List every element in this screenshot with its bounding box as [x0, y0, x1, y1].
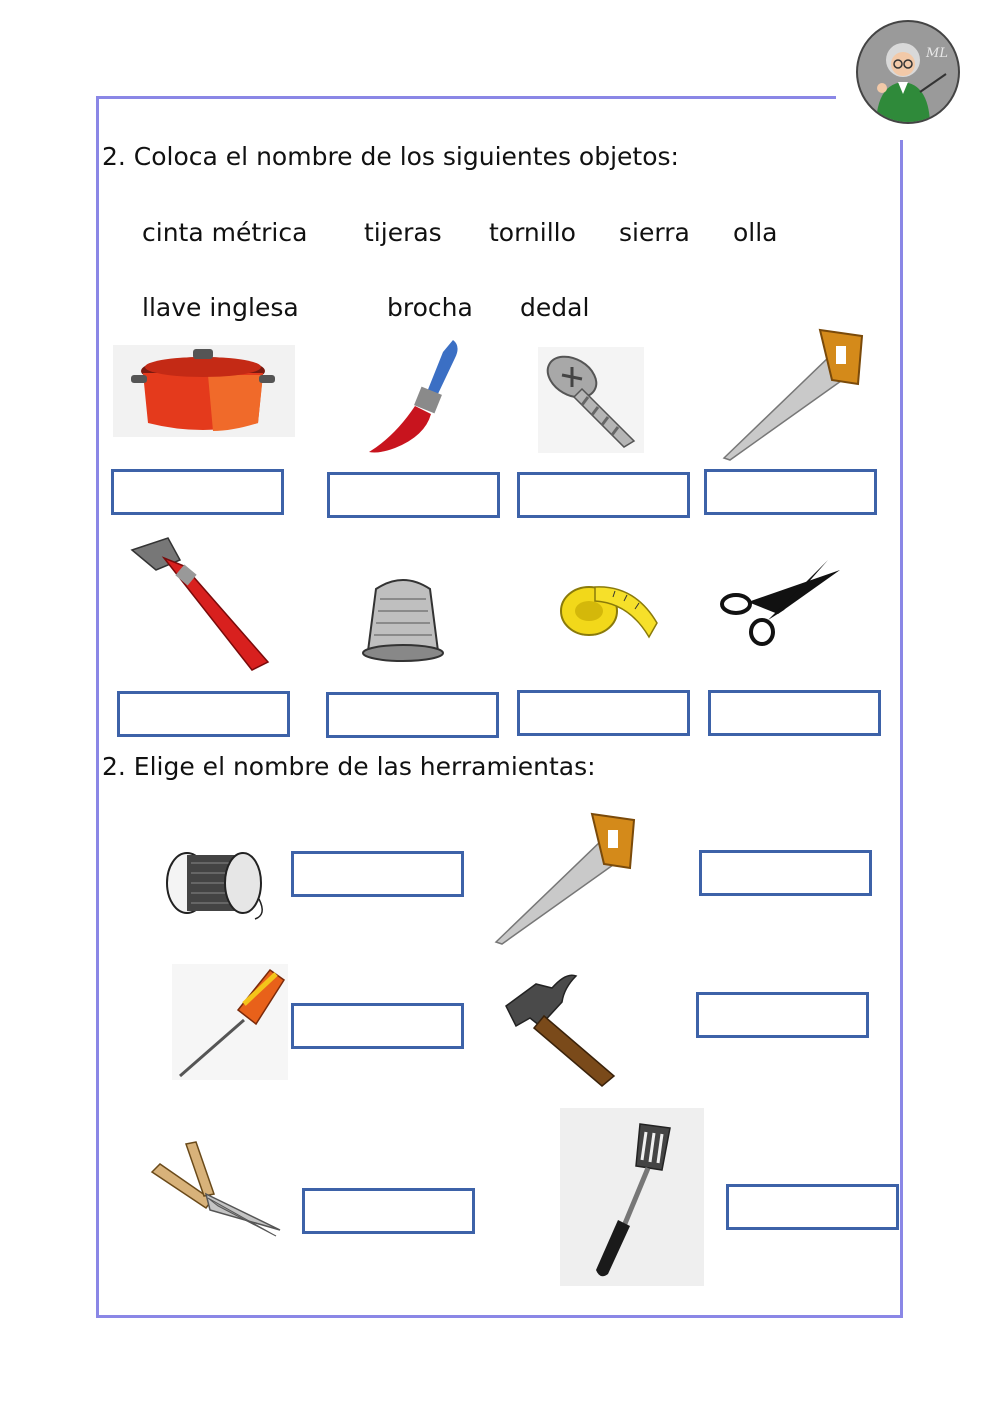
word-bank-item: cinta métrica [142, 218, 308, 247]
answer-box[interactable] [326, 692, 499, 738]
word-bank-item: dedal [520, 293, 590, 322]
paintbrush-icon [365, 336, 465, 456]
pot-icon [113, 345, 295, 437]
answer-box[interactable] [327, 472, 500, 518]
word-bank-item: sierra [619, 218, 690, 247]
answer-box[interactable] [517, 690, 690, 736]
hedge-shears-icon [148, 1138, 284, 1240]
word-bank-item: olla [733, 218, 778, 247]
scissors-icon [718, 556, 846, 650]
logo-initials: ML [926, 46, 948, 61]
word-bank-item: tornillo [489, 218, 576, 247]
screw-icon [538, 347, 644, 453]
pipe-wrench-icon [122, 530, 272, 672]
answer-box[interactable] [291, 851, 464, 897]
frame-bottom-border [96, 1315, 903, 1318]
saw-icon [492, 810, 644, 946]
hammer-icon [496, 966, 620, 1090]
answer-box[interactable] [699, 850, 872, 896]
section2-heading: 2. Elige el nombre de las herramientas: [102, 752, 596, 781]
answer-box[interactable] [117, 691, 290, 737]
word-bank-item: brocha [387, 293, 473, 322]
answer-box[interactable] [111, 469, 284, 515]
answer-box[interactable] [708, 690, 881, 736]
answer-box[interactable] [726, 1184, 899, 1230]
answer-box[interactable] [302, 1188, 475, 1234]
measuring-tape-icon [555, 567, 661, 643]
screwdriver-icon [172, 964, 288, 1080]
answer-box[interactable] [704, 469, 877, 515]
word-bank-item: tijeras [364, 218, 442, 247]
frame-left-border [96, 96, 99, 1318]
frame-top-border [96, 96, 836, 99]
thread-spool-icon [163, 839, 271, 925]
word-bank-item: llave inglesa [142, 293, 299, 322]
thimble-icon [350, 567, 456, 665]
frame-right-border [900, 140, 903, 1318]
saw-icon [720, 326, 870, 462]
spatula-icon [560, 1108, 704, 1286]
answer-box[interactable] [291, 1003, 464, 1049]
answer-box[interactable] [696, 992, 869, 1038]
section1-heading: 2. Coloca el nombre de los siguientes objetos: [102, 142, 679, 171]
teacher-avatar-icon [856, 20, 960, 124]
answer-box[interactable] [517, 472, 690, 518]
